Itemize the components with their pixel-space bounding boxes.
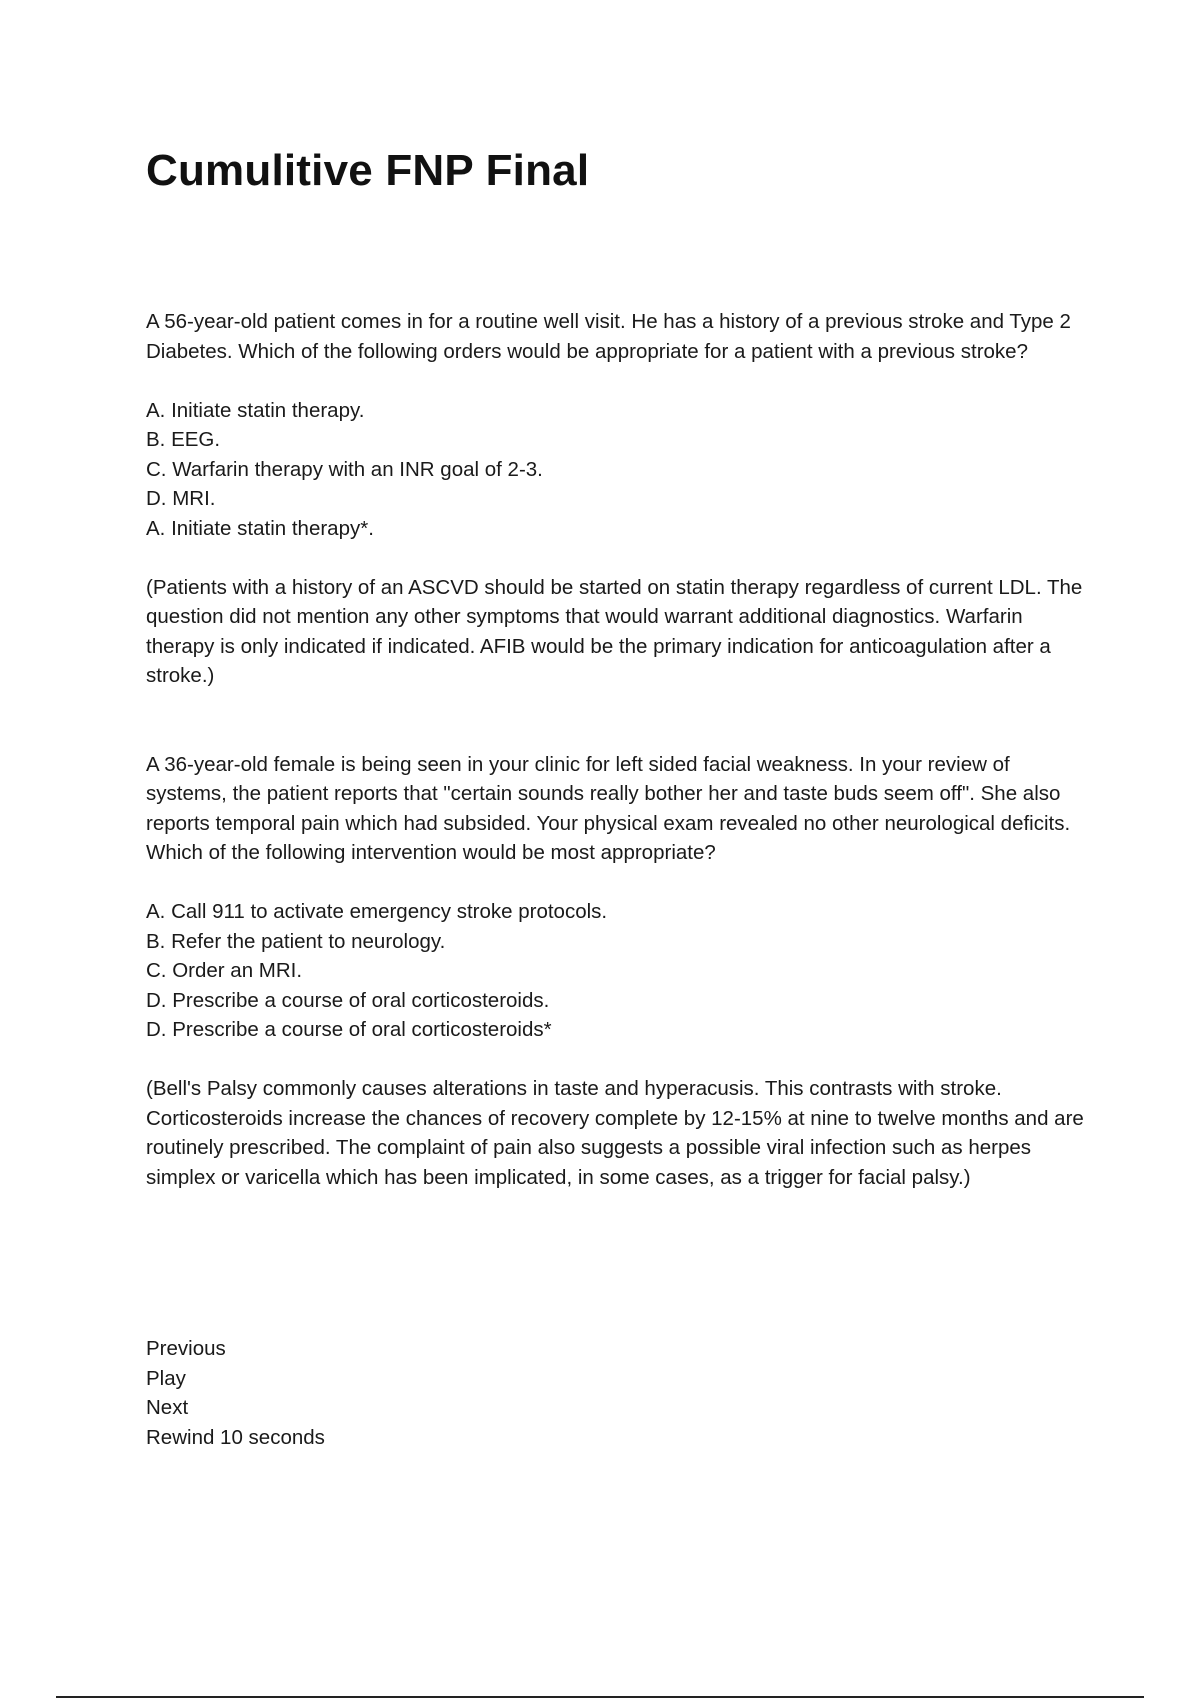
answer-options — [146, 897, 1096, 1015]
answer-explanation: (Patients with a history of an ASCVD should be started on statin therapy regardless of current LDL. The question did not mention any other symptoms that would warrant additional diagnostics. Warfarin therapy is only indicated if indicated. AFIB would be the primary indication for anticoagulation after a stroke.) — [146, 575, 1083, 687]
option-c: C. Warfarin therapy with an INR goal of 2-3. — [146, 457, 543, 481]
option-b: B. EEG. — [146, 428, 221, 451]
previous-button[interactable]: Previous — [146, 1337, 226, 1360]
question-1 — [146, 307, 1096, 691]
correct-answer: A. Initiate statin therapy*. — [146, 516, 374, 540]
option-d: D. MRI. — [146, 487, 216, 510]
answer-explanation: (Bell's Palsy commonly causes alterations in taste and hyperacusis. This contrasts with stroke. Corticosteroids increase the chances of recovery complete by 12-15% at nine to twelve months and are routinely prescribed. The complaint of pain also suggests a possible viral infection such as herpes simplex or varicella which has been implicated, in some cases, as a trigger for facial palsy.) — [146, 1077, 1084, 1189]
footer-divider — [56, 1696, 1144, 1698]
question-stem: A 36-year-old female is being seen in your clinic for left sided facial weakness. In your review of systems, the patient reports that "certain sounds really bother her and taste buds seem off". She also reports temporal pain which had subsided. Your physical exam revealed no other neurological deficits. Which of the following intervention would be most appropriate? — [146, 752, 1071, 864]
play-button[interactable]: Play — [146, 1366, 186, 1390]
next-button[interactable]: Next — [146, 1396, 189, 1419]
option-d: D. Prescribe a course of oral corticosteroids. — [146, 988, 550, 1012]
question-list — [146, 307, 1096, 1192]
answer-options — [146, 396, 1096, 514]
option-a: A. Call 911 to activate emergency stroke protocols. — [146, 900, 608, 923]
question-2 — [146, 750, 1096, 1193]
question-stem: A 56-year-old patient comes in for a routine well visit. He has a history of a previous stroke and Type 2 Diabetes. Which of the following orders would be appropriate for a patient with a previous stroke? — [146, 310, 1071, 363]
correct-answer: D. Prescribe a course of oral corticosteroids* — [146, 1018, 552, 1041]
rewind-10-seconds-button[interactable]: Rewind 10 seconds — [146, 1425, 325, 1449]
option-a: A. Initiate statin therapy. — [146, 398, 365, 422]
option-c: C. Order an MRI. — [146, 959, 303, 982]
media-controls — [146, 1334, 325, 1452]
page-title: Cumulitive FNP Final — [146, 146, 590, 195]
option-b: B. Refer the patient to neurology. — [146, 929, 446, 953]
